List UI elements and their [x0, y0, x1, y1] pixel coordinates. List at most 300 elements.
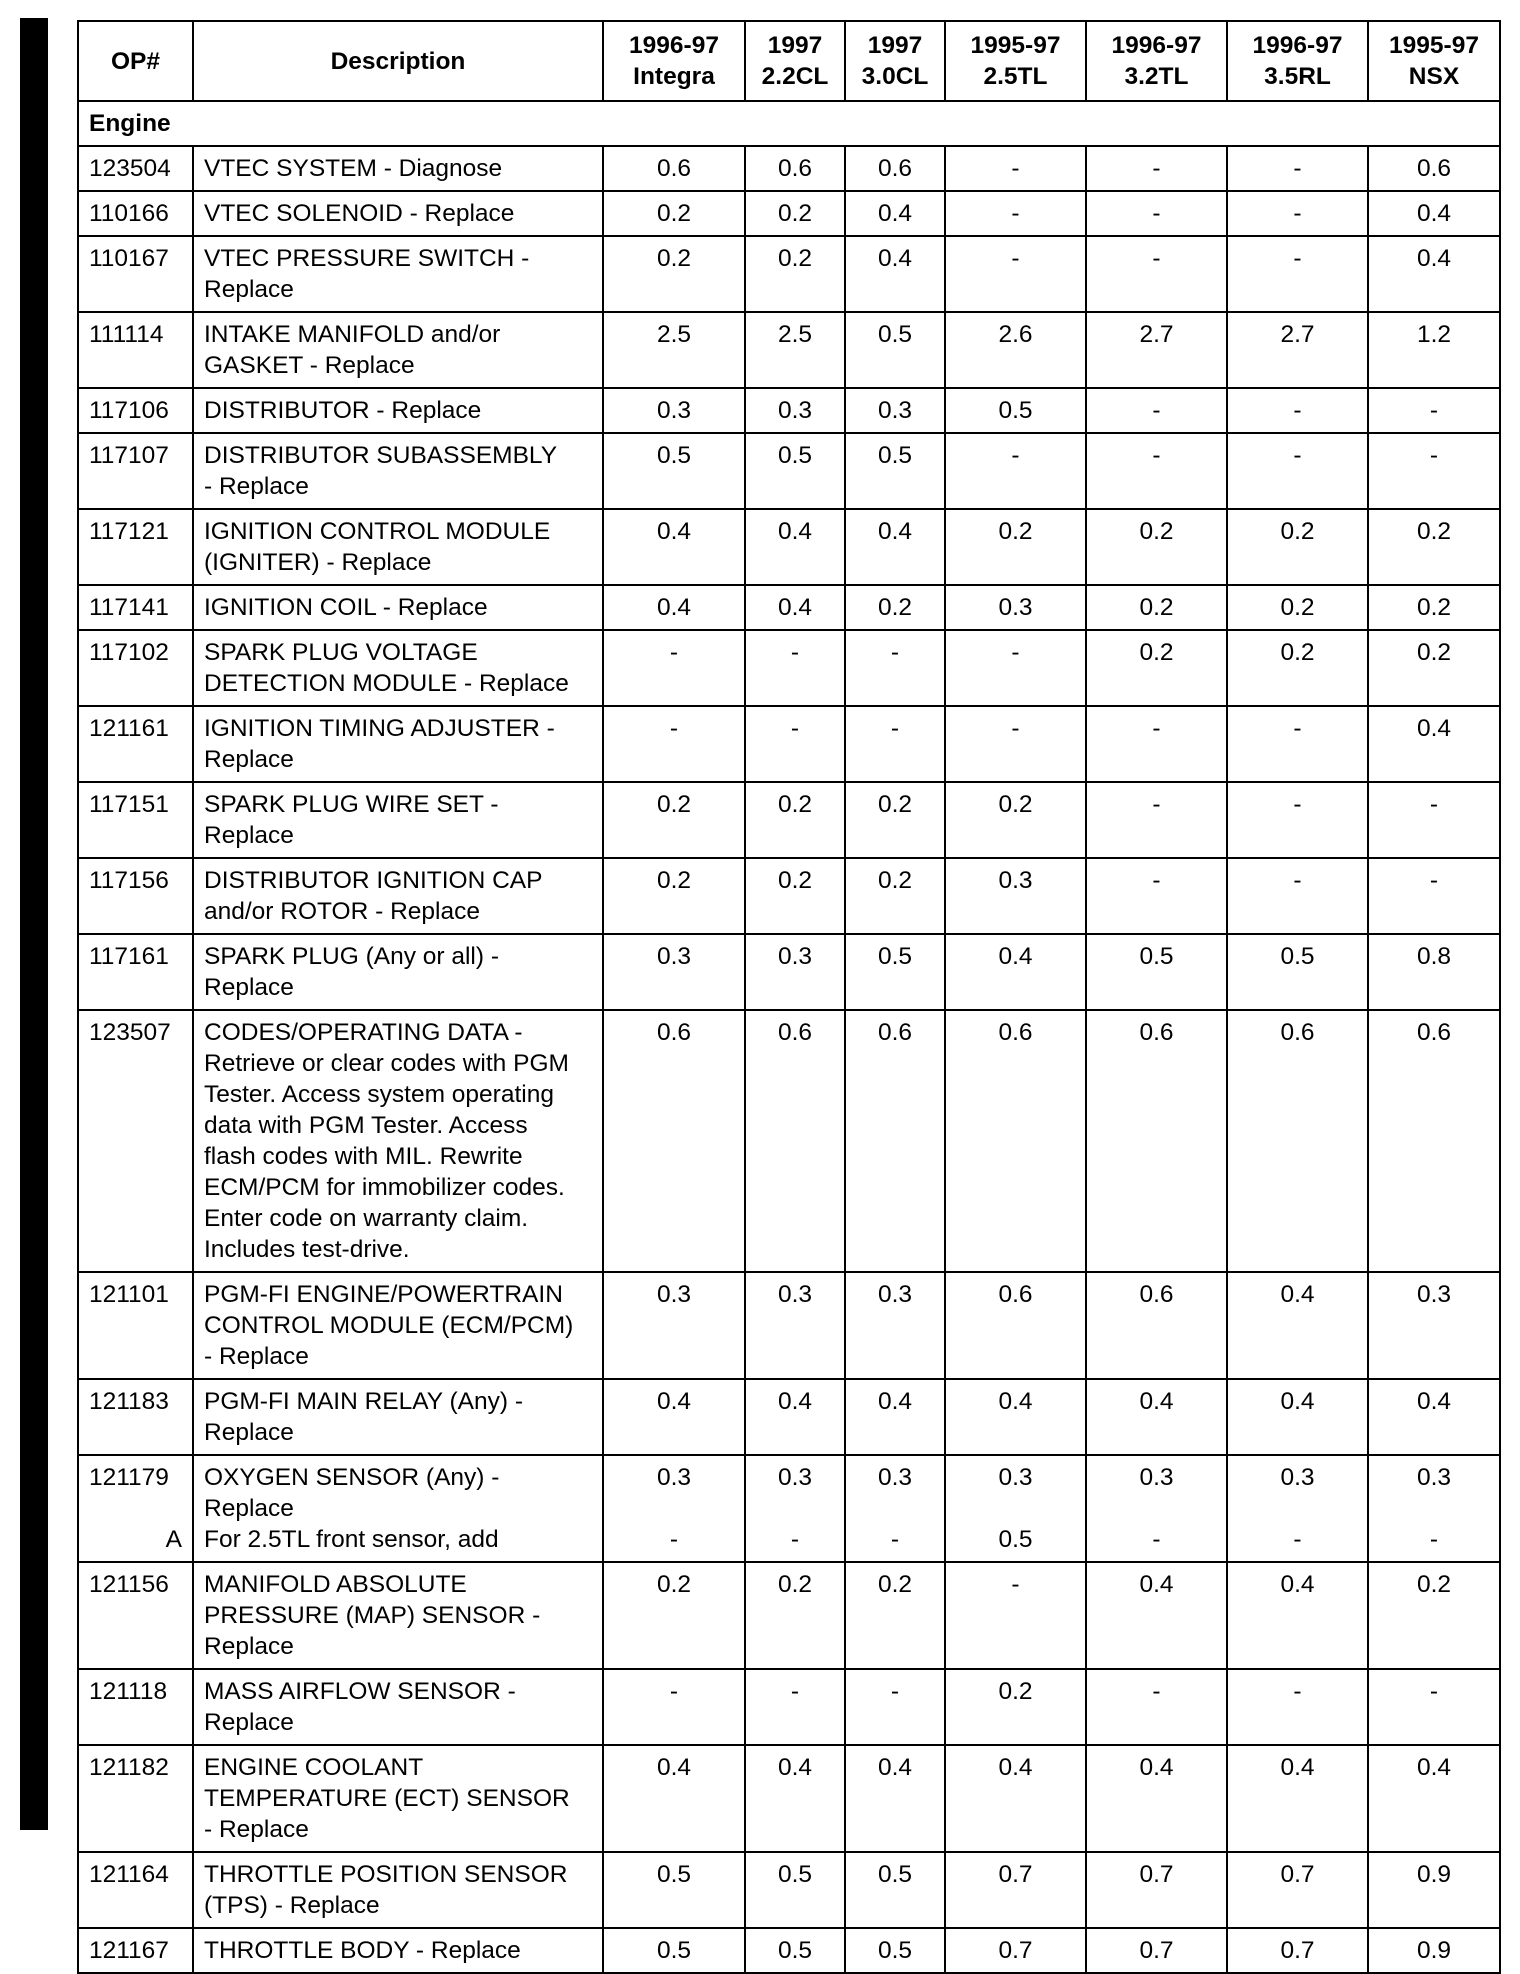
cell-line: 121183	[89, 1388, 169, 1415]
labor-time-cell	[1227, 1852, 1368, 1928]
labor-time-cell	[945, 1745, 1086, 1852]
cell-line: -	[669, 639, 679, 666]
labor-time-cell	[603, 1562, 745, 1669]
labor-time-cell	[945, 1562, 1086, 1669]
labor-time-cell	[1086, 509, 1227, 585]
cell-line	[89, 1493, 182, 1524]
cell-line: Tester. Access system operating	[204, 1081, 554, 1108]
cell-line: NSX	[1408, 63, 1460, 90]
table-row	[78, 1562, 1500, 1669]
labor-time-cell	[1086, 858, 1227, 934]
margin-bar	[20, 18, 48, 1830]
cell-line: 0.5	[998, 397, 1033, 424]
cell-line: PGM-FI ENGINE/POWERTRAIN	[204, 1281, 563, 1308]
labor-time-cell	[603, 146, 745, 191]
cell-line: 0.4	[777, 518, 813, 545]
cell-line	[614, 1493, 734, 1524]
cell-line: 121161	[89, 715, 169, 742]
cell-line: 0.6	[656, 155, 692, 182]
cell-line: OP#	[110, 47, 161, 75]
cell-line: 0.4	[1139, 1388, 1174, 1415]
cell-line: CONTROL MODULE (ECM/PCM)	[204, 1312, 574, 1339]
labor-time-cell	[745, 585, 845, 630]
cell-line: 0.3	[777, 397, 813, 424]
cell-line: 0.3	[1280, 1464, 1315, 1491]
cell-line: 0.4	[877, 245, 913, 272]
cell-line: 0.6	[1416, 155, 1452, 182]
cell-line: TEMPERATURE (ECT) SENSOR	[204, 1785, 570, 1812]
op-code-cell	[78, 630, 193, 706]
labor-time-cell	[745, 858, 845, 934]
labor-time-cell	[1227, 1010, 1368, 1272]
cell-line: 0.4	[877, 200, 913, 227]
cell-line: 0.3	[1416, 1464, 1452, 1491]
cell-line: SPARK PLUG (Any or all) -	[204, 943, 499, 970]
labor-time-cell	[1368, 630, 1500, 706]
cell-line: 0.5	[656, 1861, 692, 1888]
cell-line: 0.6	[1139, 1019, 1174, 1046]
cell-line: data with PGM Tester. Access	[204, 1112, 528, 1139]
cell-line: 0.7	[1280, 1861, 1315, 1888]
cell-line: 117161	[89, 943, 169, 970]
cell-line: 0.6	[877, 155, 913, 182]
cell-line: 0.7	[1139, 1861, 1174, 1888]
labor-time-cell	[1368, 585, 1500, 630]
labor-time-cell	[945, 706, 1086, 782]
labor-time-cell	[945, 585, 1086, 630]
labor-time-cell	[1086, 934, 1227, 1010]
labor-time-cell	[603, 312, 745, 388]
description-cell	[193, 934, 603, 1010]
labor-time-cell	[1368, 191, 1500, 236]
op-code-cell	[78, 1562, 193, 1669]
cell-line: -	[1011, 200, 1020, 227]
cell-line: 117107	[89, 442, 169, 469]
labor-time-cell	[1227, 630, 1368, 706]
cell-line: -	[1293, 200, 1302, 227]
cell-line: 0.4	[777, 594, 813, 621]
cell-line: -	[1293, 1526, 1302, 1553]
column-header	[845, 21, 945, 101]
description-cell	[193, 509, 603, 585]
cell-line: 0.2	[656, 791, 692, 818]
cell-line: Replace	[204, 1495, 294, 1522]
cell-line: 1995-97	[1389, 32, 1479, 59]
labor-time-cell	[945, 1669, 1086, 1745]
description-cell	[193, 1669, 603, 1745]
cell-line: 0.3	[656, 1281, 692, 1308]
cell-line: (TPS) - Replace	[204, 1892, 380, 1919]
cell-line: OXYGEN SENSOR (Any) -	[204, 1464, 500, 1491]
cell-line: - Replace	[204, 473, 309, 500]
cell-line: -	[1429, 442, 1439, 469]
labor-time-cell	[845, 1928, 945, 1973]
op-code-cell	[78, 433, 193, 509]
op-code-cell	[78, 1928, 193, 1973]
cell-line: 0.4	[1416, 1754, 1452, 1781]
description-cell	[193, 706, 603, 782]
labor-time-cell	[603, 1272, 745, 1379]
labor-time-cell	[1227, 782, 1368, 858]
cell-line	[1238, 1493, 1357, 1524]
cell-line: 117121	[89, 518, 169, 545]
op-code-cell	[78, 312, 193, 388]
description-cell	[193, 146, 603, 191]
cell-line: -	[1293, 155, 1302, 182]
labor-time-cell	[945, 509, 1086, 585]
op-code-cell	[78, 1669, 193, 1745]
cell-line: MANIFOLD ABSOLUTE	[204, 1571, 467, 1598]
table-row	[78, 312, 1500, 388]
cell-line	[1379, 1493, 1489, 1524]
cell-line: 121156	[89, 1571, 169, 1598]
labor-time-cell	[745, 312, 845, 388]
cell-line: SPARK PLUG WIRE SET -	[204, 791, 499, 818]
labor-time-table	[77, 20, 1501, 1974]
cell-line: 2.7	[1280, 321, 1315, 348]
table-row	[78, 1852, 1500, 1928]
labor-time-cell	[745, 1379, 845, 1455]
cell-line: 117141	[89, 594, 169, 621]
labor-time-cell	[745, 1928, 845, 1973]
labor-time-cell	[845, 1272, 945, 1379]
table-row	[78, 146, 1500, 191]
labor-time-cell	[1227, 312, 1368, 388]
labor-time-cell	[745, 934, 845, 1010]
cell-line: 0.5	[1280, 943, 1315, 970]
labor-time-cell	[845, 388, 945, 433]
cell-line: 1996-97	[629, 32, 719, 59]
labor-time-cell	[945, 1852, 1086, 1928]
cell-line: -	[1293, 715, 1302, 742]
table-body	[78, 101, 1500, 1973]
labor-time-cell	[745, 706, 845, 782]
labor-time-cell	[603, 1010, 745, 1272]
cell-line: 0.6	[777, 1019, 813, 1046]
cell-line: IGNITION COIL - Replace	[204, 594, 488, 621]
labor-time-cell	[945, 236, 1086, 312]
description-cell	[193, 630, 603, 706]
labor-time-cell	[945, 191, 1086, 236]
description-cell	[193, 1745, 603, 1852]
labor-time-cell	[1227, 934, 1368, 1010]
cell-line: THROTTLE BODY - Replace	[204, 1937, 521, 1964]
op-code-cell	[78, 1455, 193, 1562]
cell-line: 0.3	[877, 1464, 913, 1491]
cell-line: 0.4	[777, 1754, 813, 1781]
labor-time-cell	[845, 1669, 945, 1745]
cell-line: DISTRIBUTOR SUBASSEMBLY	[204, 442, 558, 469]
cell-line: 0.3	[877, 397, 913, 424]
labor-time-cell	[945, 1272, 1086, 1379]
cell-line: 0.3	[1416, 1281, 1452, 1308]
description-cell	[193, 388, 603, 433]
cell-line: -	[1152, 1526, 1161, 1553]
table-row	[78, 1928, 1500, 1973]
cell-line: Replace	[204, 974, 294, 1001]
labor-time-cell	[1368, 146, 1500, 191]
cell-line: 121179	[89, 1464, 169, 1491]
cell-line: VTEC PRESSURE SWITCH -	[204, 245, 530, 272]
cell-line: ECM/PCM for immobilizer codes.	[204, 1174, 565, 1201]
cell-line: -	[1011, 715, 1020, 742]
cell-line: -	[890, 1678, 900, 1705]
column-header	[1227, 21, 1368, 101]
table-row	[78, 934, 1500, 1010]
cell-line: 0.6	[656, 1019, 692, 1046]
op-code-cell	[78, 509, 193, 585]
labor-time-cell	[1368, 858, 1500, 934]
cell-line: 0.4	[1416, 200, 1452, 227]
table-row	[78, 433, 1500, 509]
cell-line: -	[669, 715, 679, 742]
cell-line: 0.5	[877, 1937, 913, 1964]
cell-line: 0.2	[656, 200, 692, 227]
cell-line: -	[890, 639, 900, 666]
cell-line: and/or ROTOR - Replace	[204, 898, 480, 925]
labor-time-cell	[1227, 509, 1368, 585]
cell-line: Integra	[633, 63, 715, 90]
cell-line: 0.4	[1280, 1754, 1315, 1781]
cell-line: -	[1429, 1526, 1439, 1553]
cell-line: 0.5	[877, 321, 913, 348]
cell-line: 0.4	[1280, 1571, 1315, 1598]
table-row	[78, 1272, 1500, 1379]
cell-line: 0.6	[1280, 1019, 1315, 1046]
cell-line: 0.6	[877, 1019, 913, 1046]
table-row	[78, 388, 1500, 433]
labor-time-cell	[945, 433, 1086, 509]
cell-line: 0.3	[998, 594, 1033, 621]
op-code-cell	[78, 1745, 193, 1852]
labor-time-cell	[745, 236, 845, 312]
op-code-cell	[78, 236, 193, 312]
table-row	[78, 1455, 1500, 1562]
labor-time-cell	[603, 706, 745, 782]
labor-time-cell	[1368, 1379, 1500, 1455]
labor-time-cell	[1086, 1455, 1227, 1562]
labor-time-cell	[1227, 433, 1368, 509]
labor-time-cell	[603, 433, 745, 509]
cell-line: 0.2	[877, 791, 913, 818]
labor-time-cell	[745, 1745, 845, 1852]
cell-line: -	[1011, 245, 1020, 272]
cell-line: MASS AIRFLOW SENSOR -	[204, 1678, 516, 1705]
op-code-cell	[78, 388, 193, 433]
description-cell	[193, 1928, 603, 1973]
labor-time-cell	[845, 146, 945, 191]
cell-line: - Replace	[204, 1816, 309, 1843]
labor-time-cell	[845, 191, 945, 236]
cell-line: -	[1293, 1678, 1302, 1705]
cell-line: 123504	[89, 155, 171, 182]
labor-time-cell	[845, 934, 945, 1010]
description-cell	[193, 782, 603, 858]
op-code-cell	[78, 146, 193, 191]
cell-line: 0.2	[1139, 518, 1174, 545]
cell-line: -	[1152, 715, 1161, 742]
labor-time-cell	[1086, 312, 1227, 388]
labor-time-cell	[1368, 1455, 1500, 1562]
cell-line: 0.7	[1139, 1937, 1174, 1964]
labor-time-cell	[1227, 585, 1368, 630]
description-cell	[193, 312, 603, 388]
labor-time-cell	[603, 388, 745, 433]
labor-time-cell	[1086, 1010, 1227, 1272]
description-cell	[193, 191, 603, 236]
cell-line: 0.3	[877, 1281, 913, 1308]
cell-line	[856, 1493, 934, 1524]
cell-line: 0.7	[1280, 1937, 1315, 1964]
cell-line: 0.5	[877, 1861, 913, 1888]
cell-line: 0.2	[1280, 594, 1315, 621]
labor-time-cell	[1086, 191, 1227, 236]
labor-time-cell	[603, 1928, 745, 1973]
labor-time-cell	[745, 146, 845, 191]
labor-time-cell	[745, 509, 845, 585]
column-header	[78, 21, 193, 101]
cell-line	[756, 1493, 834, 1524]
labor-time-cell	[945, 146, 1086, 191]
description-cell	[193, 236, 603, 312]
cell-line: 1996-97	[1252, 32, 1343, 59]
table-row	[78, 1745, 1500, 1852]
labor-time-cell	[1227, 236, 1368, 312]
labor-time-cell	[603, 1669, 745, 1745]
labor-time-cell	[1368, 1928, 1500, 1973]
table-row	[78, 1669, 1500, 1745]
labor-time-cell	[845, 858, 945, 934]
labor-time-cell	[745, 1455, 845, 1562]
cell-line: 2.6	[998, 321, 1033, 348]
op-code-cell	[78, 1272, 193, 1379]
cell-line: 0.4	[877, 518, 913, 545]
cell-line: -	[790, 1678, 800, 1705]
cell-line: -	[1011, 442, 1020, 469]
cell-line: ENGINE COOLANT	[204, 1754, 424, 1781]
labor-time-cell	[1227, 858, 1368, 934]
cell-line: -	[1152, 155, 1161, 182]
cell-line: 0.5	[777, 1937, 813, 1964]
cell-line: 0.6	[1416, 1019, 1452, 1046]
cell-line: 0.4	[656, 518, 692, 545]
table-row	[78, 509, 1500, 585]
cell-line: -	[1152, 791, 1161, 818]
section-row	[78, 101, 1500, 146]
cell-line: -	[1429, 867, 1439, 894]
description-cell	[193, 1379, 603, 1455]
cell-line: 0.4	[1139, 1571, 1174, 1598]
description-cell	[193, 433, 603, 509]
cell-line: 0.5	[656, 442, 692, 469]
cell-line: 0.2	[877, 1571, 913, 1598]
cell-line: 0.3	[656, 1464, 692, 1491]
labor-time-cell	[945, 312, 1086, 388]
cell-line: 0.4	[656, 1388, 692, 1415]
cell-line: 117106	[89, 397, 169, 424]
description-cell	[193, 1010, 603, 1272]
cell-line: -	[1429, 397, 1439, 424]
labor-time-cell	[845, 433, 945, 509]
cell-line: 117151	[89, 791, 169, 818]
labor-time-cell	[603, 236, 745, 312]
labor-time-cell	[603, 630, 745, 706]
cell-line: -	[1152, 867, 1161, 894]
table-header	[78, 21, 1500, 101]
labor-time-cell	[1368, 706, 1500, 782]
cell-line: 0.5	[777, 1861, 813, 1888]
labor-time-cell	[845, 1010, 945, 1272]
labor-time-cell	[845, 630, 945, 706]
cell-line: PRESSURE (MAP) SENSOR -	[204, 1602, 541, 1629]
table-row	[78, 1379, 1500, 1455]
labor-time-cell	[945, 1928, 1086, 1973]
labor-time-cell	[1368, 388, 1500, 433]
column-header	[945, 21, 1086, 101]
labor-time-cell	[603, 934, 745, 1010]
table-row	[78, 706, 1500, 782]
cell-line: 0.4	[877, 1754, 913, 1781]
cell-line: 2.5	[777, 321, 813, 348]
labor-time-cell	[1368, 433, 1500, 509]
cell-line: 0.5	[877, 442, 913, 469]
cell-line: 0.2	[1416, 1571, 1452, 1598]
labor-time-cell	[845, 1379, 945, 1455]
labor-time-cell	[603, 585, 745, 630]
cell-line: 0.2	[998, 1678, 1033, 1705]
labor-time-cell	[1086, 1928, 1227, 1973]
labor-time-cell	[1227, 1928, 1368, 1973]
cell-line: -	[1429, 791, 1439, 818]
cell-line: 0.2	[777, 791, 813, 818]
cell-line: 0.8	[1416, 943, 1452, 970]
cell-line: 0.4	[998, 943, 1033, 970]
cell-line: 0.2	[1416, 639, 1452, 666]
cell-line: 0.2	[1280, 518, 1315, 545]
table-row	[78, 585, 1500, 630]
cell-line: -	[790, 715, 800, 742]
cell-line: 0.4	[998, 1388, 1033, 1415]
cell-line: 0.5	[656, 1937, 692, 1964]
labor-time-cell	[1368, 1272, 1500, 1379]
labor-time-cell	[945, 934, 1086, 1010]
labor-time-cell	[1227, 1272, 1368, 1379]
cell-line: 0.4	[656, 594, 692, 621]
cell-line: 0.3	[777, 1464, 813, 1491]
cell-line: 0.2	[656, 1571, 692, 1598]
cell-line: 3.5RL	[1264, 63, 1331, 90]
labor-time-cell	[745, 388, 845, 433]
cell-line: 0.4	[1416, 715, 1452, 742]
cell-line: 0.2	[656, 867, 692, 894]
labor-time-cell	[603, 509, 745, 585]
labor-time-cell	[1227, 1379, 1368, 1455]
cell-line: 0.6	[998, 1019, 1033, 1046]
labor-time-cell	[1086, 433, 1227, 509]
cell-line: -	[1152, 1678, 1161, 1705]
labor-time-cell	[745, 1852, 845, 1928]
labor-time-cell	[845, 1562, 945, 1669]
labor-time-cell	[1227, 1669, 1368, 1745]
labor-time-cell	[1227, 1562, 1368, 1669]
labor-time-cell	[845, 236, 945, 312]
cell-line: 0.6	[777, 155, 813, 182]
cell-line: 0.4	[877, 1388, 913, 1415]
cell-line: 0.2	[1416, 518, 1452, 545]
cell-line: 0.2	[998, 518, 1033, 545]
labor-time-cell	[1368, 782, 1500, 858]
cell-line: 117156	[89, 867, 169, 894]
